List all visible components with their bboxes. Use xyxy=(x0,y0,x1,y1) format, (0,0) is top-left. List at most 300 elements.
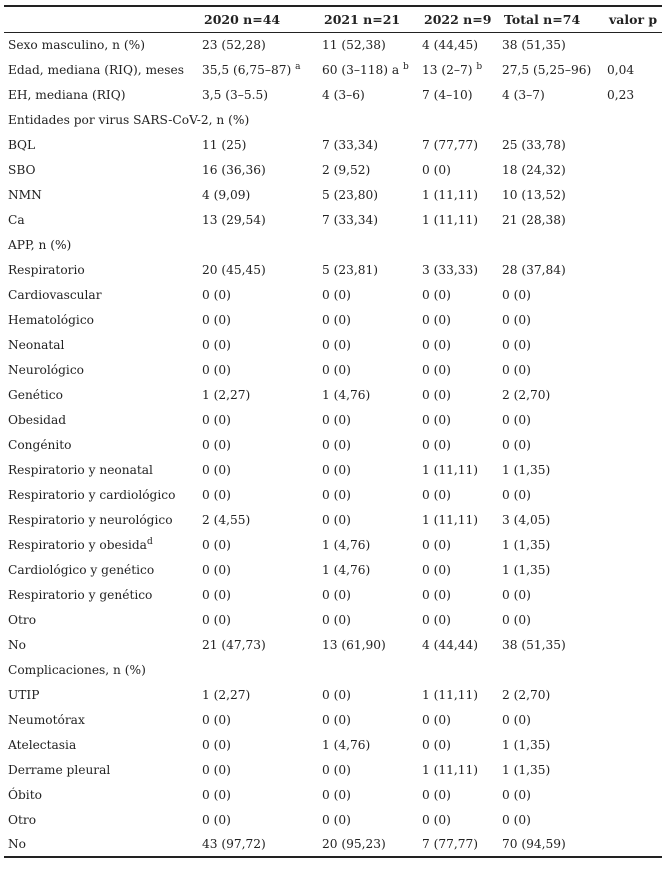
cell-value: 1 (4,76) xyxy=(322,562,371,577)
cell-value: 21 (47,73) xyxy=(202,637,266,652)
table-row xyxy=(4,57,662,82)
row-label-text: Respiratorio y obesida xyxy=(8,537,147,552)
cell-value: 7 (33,34) xyxy=(322,212,379,227)
row-label-text: Respiratorio y cardiológico xyxy=(8,487,176,502)
table-cell xyxy=(498,482,603,507)
table-row xyxy=(4,32,662,57)
cell-value: 0 (0) xyxy=(322,412,351,427)
cell-value: 0 (0) xyxy=(422,362,451,377)
row-label-text: Neurológico xyxy=(8,362,84,377)
cell-value: 0 (0) xyxy=(202,812,231,827)
row-label xyxy=(4,757,198,782)
cell-value: 10 (13,52) xyxy=(502,187,566,202)
row-label-text: Congénito xyxy=(8,437,72,452)
table-row xyxy=(4,682,662,707)
cell-value: 11 (25) xyxy=(202,137,247,152)
table-cell xyxy=(603,632,662,657)
table-cell xyxy=(198,707,318,732)
row-label-text: Respiratorio y neonatal xyxy=(8,462,153,477)
table-cell xyxy=(418,732,498,757)
table-cell xyxy=(418,307,498,332)
cell-value: 0 (0) xyxy=(202,537,231,552)
row-label xyxy=(4,707,198,732)
cell-value: 0 (0) xyxy=(322,312,351,327)
table-cell xyxy=(603,132,662,157)
table-cell xyxy=(498,632,603,657)
cell-value: 5 (23,81) xyxy=(322,262,379,277)
table-cell xyxy=(198,557,318,582)
row-label-text: Óbito xyxy=(8,787,42,802)
table-cell xyxy=(603,832,662,857)
table-header xyxy=(4,6,662,32)
table-row xyxy=(4,457,662,482)
row-label-text: Neonatal xyxy=(8,337,65,352)
table-cell xyxy=(603,407,662,432)
cell-value: 1 (11,11) xyxy=(422,512,479,527)
table-row xyxy=(4,782,662,807)
table-cell xyxy=(603,182,662,207)
row-label-text: UTIP xyxy=(8,687,40,702)
table-cell xyxy=(318,807,418,832)
cell-value: 2 (2,70) xyxy=(502,687,551,702)
cell-value: 1 (11,11) xyxy=(422,687,479,702)
cell-value: 7 (33,34) xyxy=(322,137,379,152)
table-cell xyxy=(418,607,498,632)
table-cell xyxy=(318,632,418,657)
table-cell xyxy=(498,32,603,57)
row-label xyxy=(4,507,198,532)
table-cell xyxy=(198,432,318,457)
table-row xyxy=(4,432,662,457)
row-label-text: Respiratorio xyxy=(8,262,85,277)
table-cell xyxy=(603,532,662,557)
cell-value: 1 (11,11) xyxy=(422,462,479,477)
cell-value: 35,5 (6,75–87) xyxy=(202,62,292,77)
cell-value: 0 (0) xyxy=(422,487,451,502)
cell-value: 0 (0) xyxy=(502,487,531,502)
cell-value: 0 (0) xyxy=(202,612,231,627)
table-cell xyxy=(418,782,498,807)
table-cell xyxy=(418,132,498,157)
cell-value: 1 (1,35) xyxy=(502,537,551,552)
cell-value: 0 (0) xyxy=(502,337,531,352)
table-cell xyxy=(498,182,603,207)
table-cell xyxy=(418,557,498,582)
row-label xyxy=(4,732,198,757)
cell-value: 0 (0) xyxy=(322,512,351,527)
table-cell xyxy=(418,357,498,382)
cell-value: 0,23 xyxy=(607,87,635,102)
table-cell xyxy=(603,157,662,182)
table-cell xyxy=(318,257,418,282)
table-cell xyxy=(198,207,318,232)
cell-value: 4 (44,44) xyxy=(422,637,479,652)
cell-value: 13 (61,90) xyxy=(322,637,386,652)
row-label-text: Sexo masculino, n (%) xyxy=(8,37,145,52)
cell-value: 4 (9,09) xyxy=(202,187,251,202)
cell-value: 0 (0) xyxy=(422,537,451,552)
table-cell xyxy=(198,457,318,482)
cell-value: 0 (0) xyxy=(322,712,351,727)
cell-value: 7 (4–10) xyxy=(422,87,473,102)
row-label xyxy=(4,157,198,182)
table-cell xyxy=(198,682,318,707)
table-cell xyxy=(498,257,603,282)
cell-value: 0 (0) xyxy=(502,437,531,452)
table-cell xyxy=(603,607,662,632)
row-label xyxy=(4,607,198,632)
cell-value: 5 (23,80) xyxy=(322,187,379,202)
cell-value: 0 (0) xyxy=(422,162,451,177)
table-cell xyxy=(198,57,318,82)
table-cell xyxy=(603,357,662,382)
table-cell xyxy=(603,782,662,807)
row-label xyxy=(4,32,198,57)
row-label-text: SBO xyxy=(8,162,36,177)
cell-value: 1 (4,76) xyxy=(322,737,371,752)
table-cell xyxy=(603,707,662,732)
cell-value: 0 (0) xyxy=(422,387,451,402)
table-cell xyxy=(198,382,318,407)
table-cell xyxy=(498,82,603,107)
table-cell xyxy=(498,207,603,232)
cell-value: 0 (0) xyxy=(322,462,351,477)
table-cell xyxy=(198,357,318,382)
table-cell xyxy=(318,532,418,557)
cell-value: 20 (45,45) xyxy=(202,262,266,277)
table-cell xyxy=(603,732,662,757)
table-cell xyxy=(418,632,498,657)
table-cell xyxy=(418,832,498,857)
table-row xyxy=(4,557,662,582)
cell-value: 1 (1,35) xyxy=(502,462,551,477)
table-cell xyxy=(198,182,318,207)
table-cell xyxy=(498,732,603,757)
table-cell xyxy=(603,582,662,607)
table-cell xyxy=(498,607,603,632)
table-cell xyxy=(318,582,418,607)
row-label-text: Entidades por virus SARS-CoV-2, n (%) xyxy=(8,112,250,127)
cell-value: 0 (0) xyxy=(322,287,351,302)
cell-value: 0 (0) xyxy=(502,787,531,802)
table-cell xyxy=(498,282,603,307)
table-cell xyxy=(318,757,418,782)
table-cell xyxy=(498,307,603,332)
table-cell xyxy=(498,582,603,607)
cell-value: 0 (0) xyxy=(422,287,451,302)
cell-value: 7 (77,77) xyxy=(422,137,479,152)
row-label xyxy=(4,407,198,432)
table-cell xyxy=(318,682,418,707)
table-cell xyxy=(198,732,318,757)
table-cell xyxy=(498,832,603,857)
table-cell xyxy=(603,432,662,457)
row-label xyxy=(4,457,198,482)
cell-value: 0 (0) xyxy=(502,812,531,827)
table-row xyxy=(4,732,662,757)
header-cell-2020: 2020 n=44 xyxy=(198,6,318,32)
table-cell xyxy=(418,32,498,57)
table-cell xyxy=(498,707,603,732)
row-label-text: Otro xyxy=(8,612,37,627)
table-cell xyxy=(603,282,662,307)
cell-value: 0 (0) xyxy=(322,812,351,827)
table-section-row xyxy=(4,232,662,257)
cell-value: 1 (11,11) xyxy=(422,762,479,777)
row-label xyxy=(4,257,198,282)
cell-value: 0 (0) xyxy=(322,612,351,627)
table-cell xyxy=(198,32,318,57)
table-cell xyxy=(198,607,318,632)
table-cell xyxy=(318,482,418,507)
table-cell xyxy=(603,382,662,407)
table-cell xyxy=(418,707,498,732)
cell-value: 0,04 xyxy=(607,62,635,77)
cell-value: 0 (0) xyxy=(422,712,451,727)
table-cell xyxy=(498,532,603,557)
table-row xyxy=(4,132,662,157)
table-row xyxy=(4,607,662,632)
cell-value: 70 (94,59) xyxy=(502,837,566,851)
table-cell xyxy=(603,482,662,507)
cell-value: 0 (0) xyxy=(322,587,351,602)
table-cell xyxy=(198,82,318,107)
row-label xyxy=(4,132,198,157)
table-cell xyxy=(498,357,603,382)
cell-value: 4 (3–6) xyxy=(322,87,365,102)
row-label xyxy=(4,332,198,357)
table-cell xyxy=(603,457,662,482)
table-cell xyxy=(318,32,418,57)
row-label-text: Edad, mediana (RIQ), meses xyxy=(8,62,184,77)
table-cell xyxy=(498,382,603,407)
row-label xyxy=(4,82,198,107)
table-cell xyxy=(603,307,662,332)
table-cell xyxy=(498,507,603,532)
table-cell xyxy=(318,832,418,857)
table-cell xyxy=(498,757,603,782)
table-cell xyxy=(418,332,498,357)
table-row xyxy=(4,282,662,307)
row-label-text: Complicaciones, n (%) xyxy=(8,662,146,677)
footnote-marker: d xyxy=(146,536,153,547)
table-cell xyxy=(198,832,318,857)
row-label-text: BQL xyxy=(8,137,36,152)
row-label xyxy=(4,207,198,232)
table-row xyxy=(4,407,662,432)
cell-value: 0 (0) xyxy=(322,687,351,702)
table-cell xyxy=(498,432,603,457)
row-label xyxy=(4,532,198,557)
table-row xyxy=(4,307,662,332)
cell-value: 0 (0) xyxy=(202,562,231,577)
table-row xyxy=(4,257,662,282)
row-label xyxy=(4,557,198,582)
table-cell xyxy=(318,507,418,532)
cell-value: 0 (0) xyxy=(422,337,451,352)
cell-value: 2 (4,55) xyxy=(202,512,251,527)
cell-value: 1 (11,11) xyxy=(422,187,479,202)
cell-value: 0 (0) xyxy=(502,587,531,602)
table-cell xyxy=(498,807,603,832)
row-label xyxy=(4,432,198,457)
table-cell xyxy=(603,557,662,582)
table-row xyxy=(4,157,662,182)
table-cell xyxy=(198,482,318,507)
cell-value: 13 (29,54) xyxy=(202,212,266,227)
table-cell xyxy=(498,407,603,432)
row-label xyxy=(4,657,662,682)
table-cell xyxy=(418,457,498,482)
table-row xyxy=(4,757,662,782)
row-label-text: Otro xyxy=(8,812,37,827)
row-label xyxy=(4,582,198,607)
cell-value: 0 (0) xyxy=(422,312,451,327)
table-cell xyxy=(418,482,498,507)
cell-value: 27,5 (5,25–96) xyxy=(502,62,592,77)
table-row xyxy=(4,582,662,607)
cell-value: 25 (33,78) xyxy=(502,137,566,152)
cell-value: 0 (0) xyxy=(502,712,531,727)
table-cell xyxy=(318,707,418,732)
table-row xyxy=(4,382,662,407)
cell-value: 0 (0) xyxy=(202,737,231,752)
footnote-marker: b xyxy=(476,61,483,72)
row-label xyxy=(4,382,198,407)
table-cell xyxy=(198,157,318,182)
table-cell xyxy=(198,582,318,607)
row-label-text: No xyxy=(8,637,27,652)
table-row xyxy=(4,807,662,832)
row-label-text: No xyxy=(8,837,27,851)
table-cell xyxy=(198,807,318,832)
cell-value: 0 (0) xyxy=(202,587,231,602)
cell-value: 28 (37,84) xyxy=(502,262,566,277)
cell-value: 0 (0) xyxy=(202,337,231,352)
cell-value: 0 (0) xyxy=(422,612,451,627)
header-cell-total: Total n=74 xyxy=(498,6,603,32)
table-cell xyxy=(418,282,498,307)
table-cell xyxy=(418,207,498,232)
row-label-text: EH, mediana (RIQ) xyxy=(8,87,126,102)
cell-value: 0 (0) xyxy=(202,287,231,302)
cell-value: 0 (0) xyxy=(322,362,351,377)
row-label-text: Respiratorio y neurológico xyxy=(8,512,173,527)
table-cell xyxy=(498,682,603,707)
cell-value: 0 (0) xyxy=(322,787,351,802)
table-cell xyxy=(603,807,662,832)
row-label xyxy=(4,807,198,832)
table-cell xyxy=(418,407,498,432)
cell-value: 1 (2,27) xyxy=(202,687,251,702)
table-row xyxy=(4,832,662,857)
table-cell xyxy=(318,357,418,382)
cell-value: 0 (0) xyxy=(422,737,451,752)
table-section-row xyxy=(4,657,662,682)
table-row xyxy=(4,332,662,357)
cell-value: 0 (0) xyxy=(322,337,351,352)
cell-value: 0 (0) xyxy=(202,712,231,727)
row-label-text: NMN xyxy=(8,187,42,202)
table-cell xyxy=(318,732,418,757)
table-cell xyxy=(198,282,318,307)
cell-value: 11 (52,38) xyxy=(322,37,386,52)
table-cell xyxy=(318,207,418,232)
table-cell xyxy=(418,532,498,557)
table-row xyxy=(4,532,662,557)
table-cell xyxy=(498,457,603,482)
footnote-marker: b xyxy=(403,61,409,72)
header-cell-2022: 2022 n=9 xyxy=(418,6,498,32)
cell-value: 1 (1,35) xyxy=(502,737,551,752)
table-body xyxy=(4,32,662,857)
table-cell xyxy=(318,157,418,182)
data-table xyxy=(4,5,662,858)
row-label xyxy=(4,782,198,807)
row-label-text: Cardiovascular xyxy=(8,287,102,302)
cell-value: 0 (0) xyxy=(202,412,231,427)
table-cell xyxy=(198,532,318,557)
row-label-text: Genético xyxy=(8,387,63,402)
table-cell xyxy=(498,557,603,582)
cell-value: 0 (0) xyxy=(322,437,351,452)
table-section-row xyxy=(4,107,662,132)
table-cell xyxy=(418,807,498,832)
row-label xyxy=(4,282,198,307)
cell-value: 23 (52,28) xyxy=(202,37,266,52)
table-cell xyxy=(198,132,318,157)
table-cell xyxy=(603,32,662,57)
row-label xyxy=(4,832,198,857)
row-label-text: Obesidad xyxy=(8,412,67,427)
table-cell xyxy=(418,57,498,82)
row-label xyxy=(4,57,198,82)
table-cell xyxy=(318,782,418,807)
table-cell xyxy=(198,507,318,532)
cell-value: 4 (3–7) xyxy=(502,87,545,102)
cell-value: 0 (0) xyxy=(502,612,531,627)
table-cell xyxy=(318,457,418,482)
cell-value: 1 (1,35) xyxy=(502,562,551,577)
table-cell xyxy=(318,57,418,82)
cell-value: 1 (2,27) xyxy=(202,387,251,402)
cell-value: 2 (9,52) xyxy=(322,162,371,177)
cell-value: 0 (0) xyxy=(202,462,231,477)
cell-value: 1 (1,35) xyxy=(502,762,551,777)
cell-value: 0 (0) xyxy=(202,487,231,502)
cell-value: 0 (0) xyxy=(502,362,531,377)
row-label-text: Derrame pleural xyxy=(8,762,111,777)
cell-value: 0 (0) xyxy=(202,362,231,377)
row-label xyxy=(4,482,198,507)
table-row xyxy=(4,207,662,232)
table-row xyxy=(4,357,662,382)
cell-value: 0 (0) xyxy=(422,437,451,452)
table-cell xyxy=(198,407,318,432)
cell-value: 0 (0) xyxy=(202,787,231,802)
table-cell xyxy=(603,82,662,107)
header-cell-label xyxy=(4,6,198,32)
row-label xyxy=(4,307,198,332)
header-cell-p-value: valor p xyxy=(603,6,662,32)
table-cell xyxy=(198,257,318,282)
table-cell xyxy=(418,582,498,607)
table-row xyxy=(4,182,662,207)
cell-value: 1 (4,76) xyxy=(322,537,371,552)
table-row xyxy=(4,707,662,732)
row-label xyxy=(4,107,662,132)
row-label xyxy=(4,232,662,257)
